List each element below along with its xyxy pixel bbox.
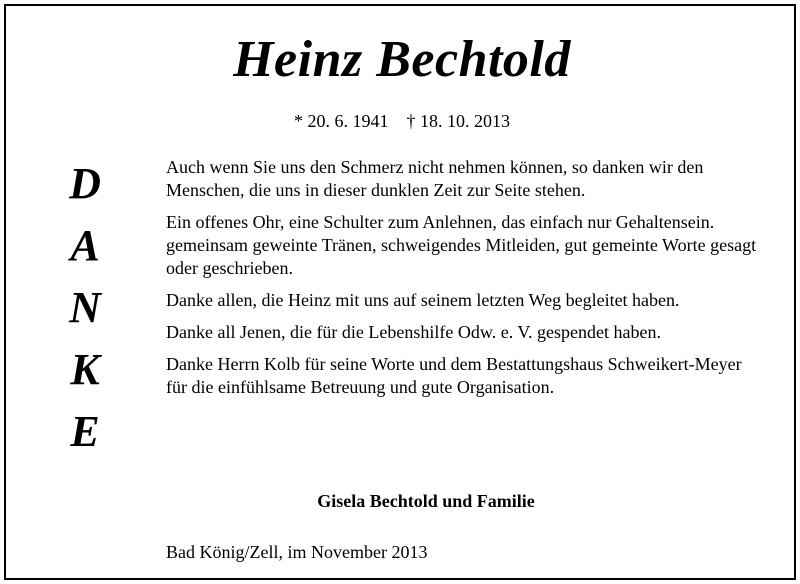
signature: Gisela Bechtold und Familie (317, 491, 535, 511)
deceased-name: Heinz Bechtold (233, 31, 571, 88)
paragraph: Ein offenes Ohr, eine Schulter zum Anlehnen, das einfach nur Gehaltensein. gemeinsam geweinte Tränen, schweigendes Mitleiden, gut gemeinte Worte gesagt oder geschrieben. (166, 212, 757, 278)
danke-vertical-word (62, 158, 108, 468)
danke-letter: E (70, 407, 100, 456)
danke-letter: N (69, 283, 101, 332)
paragraph: Danke allen, die Heinz mit uns auf seinem letzten Weg begleitet haben. (166, 290, 680, 310)
birth-date: * 20. 6. 1941 (294, 111, 389, 131)
paragraph: Danke Herrn Kolb für seine Worte und dem Bestattungshaus Schweikert-Meyer für die einfühlsame Betreuung und gute Organisation. (166, 354, 742, 397)
danke-letter: A (70, 221, 100, 270)
danke-letter: D (69, 159, 101, 208)
paragraph: Auch wenn Sie uns den Schmerz nicht nehmen können, so danken wir den Menschen, die uns in dieser dunklen Zeit zur Seite stehen. (166, 157, 704, 200)
obituary-notice (4, 4, 796, 580)
place-and-date: Bad König/Zell, im November 2013 (166, 542, 428, 562)
thank-you-text (166, 156, 766, 408)
paragraph: Danke all Jenen, die für die Lebenshilfe Odw. e. V. gespendet haben. (166, 322, 662, 342)
danke-letter: K (70, 345, 100, 394)
death-date: † 18. 10. 2013 (406, 111, 510, 131)
life-dates (2, 110, 800, 132)
